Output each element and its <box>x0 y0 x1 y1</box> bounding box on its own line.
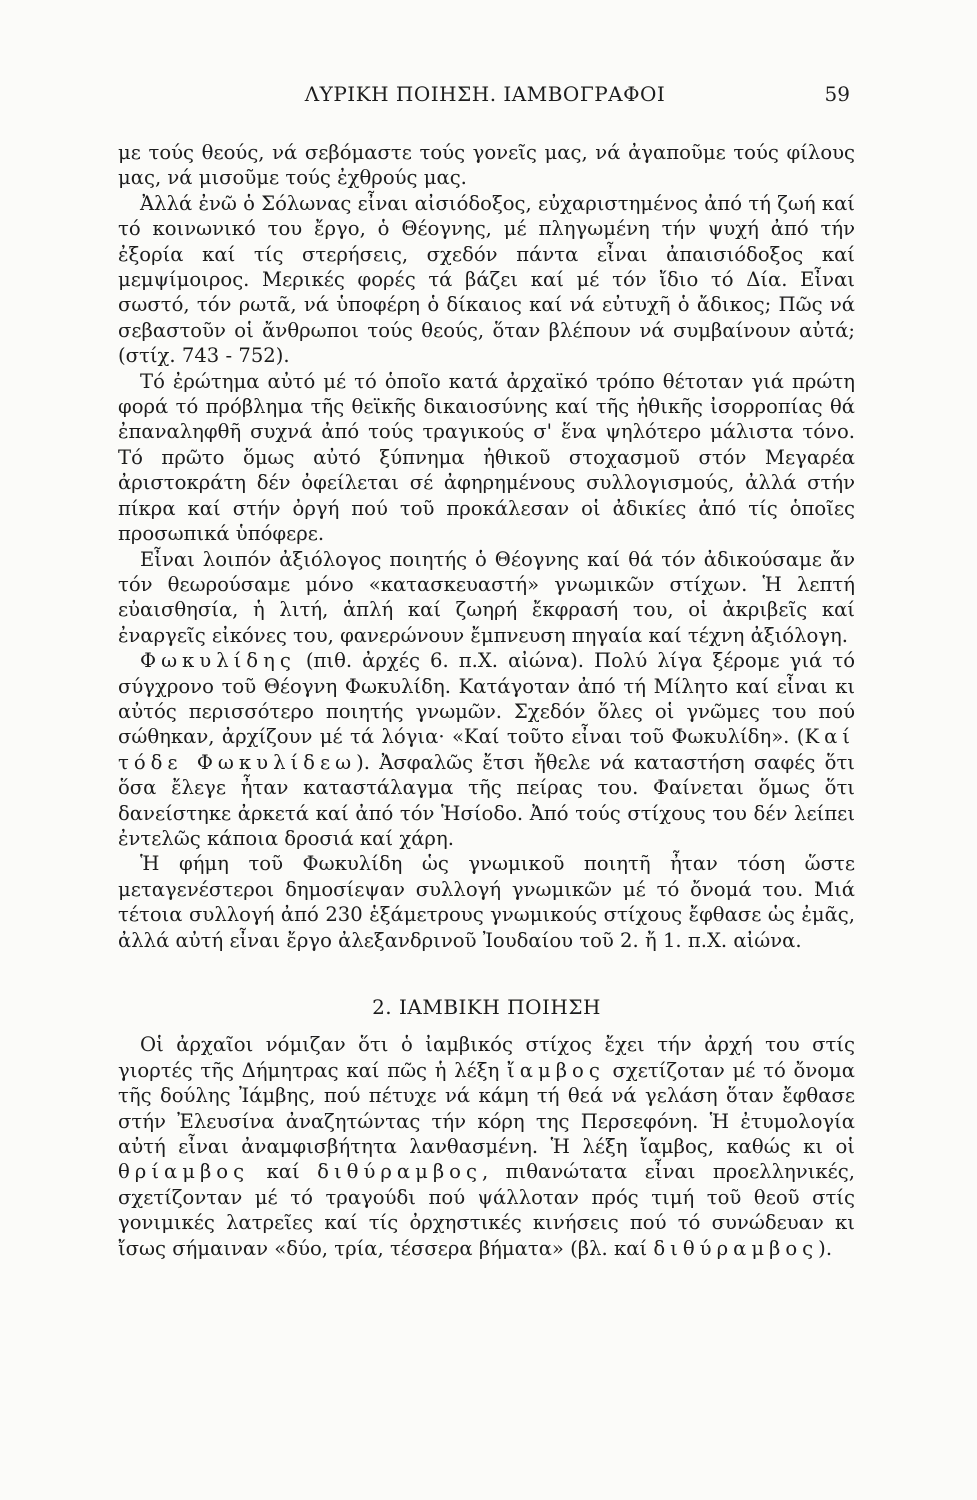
running-title: ΛΥΡΙΚΗ ΠΟΙΗΣΗ. ΙΑΜΒΟΓΡΑΦΟΙ <box>304 82 666 106</box>
term-dithyrambos: διθύραμβος <box>317 1160 482 1184</box>
paragraph-continuation: με τούς θεούς, νά σεβόμαστε τούς γονεῖς μας, νά ἀγαποῦμε τούς φίλους μας, νά μισοῦμε τούς ἐχθρούς μας. <box>118 141 855 190</box>
section-heading: 2. ΙΑΜΒΙΚΗ ΠΟΙΗΣΗ <box>372 995 601 1019</box>
paragraph-solon-theognis: Ἀλλά ἐνῶ ὁ Σόλωνας εἶναι αἰσιόδοξος, εὐχαριστημένος ἀπό τή ζωή καί τό κοινωνικό του ἔργο, ὁ Θέογνης, μέ πληγωμένη τήν ψυχή ἀπό τήν ἐξορία καί τίς στερήσεις, σχεδόν πάντα εἶναι ἀπαισιόδοξος καί μεμψίμοιρος. Μερικές φορές τά βάζει καί μέ τόν ἴδιο τό Δία. Εἶναι σωστό, τόν ρωτᾶ, νά ὑποφέρη ὁ δίκαιος καί νά εὐτυχῆ ὁ ἄδικος; Πῶς νά σεβαστοῦν οἱ ἄνθρωποι τούς θεούς, ὅταν βλέπουν νά συμβαίνουν αὐτά; (στίχ. 743 - 752). <box>118 191 855 368</box>
body-text <box>118 140 855 1261</box>
term-dithyrambos-ref: διθύραμβος <box>653 1236 819 1260</box>
iambic-part-4: , πιθανώτατα εἶναι προελληνικές, σχετίζονταν μέ τό τραγούδι πού ψάλλοταν πρός τιμή τοῦ θεοῦ στίς γονιμικές λατρεῖες καί τίς ὀρχηστικές κινήσεις πού τό συνώδευαν κι ἴσως σήμαιναν «δύο, τρία, τέσσερα βήματα» (βλ. καί <box>118 1160 855 1260</box>
iambic-part-3: καί <box>249 1160 318 1184</box>
running-header <box>120 82 850 110</box>
paragraph-phocylides-collection: Ἡ φήμη τοῦ Φωκυλίδη ὡς γνωμικοῦ ποιητῆ ἦταν τόση ὥστε μεταγενέστεροι δημοσίεψαν συλλογή γνωμικῶν μέ τό ὄνομά του. Μιά τέτοια συλλογή ἀπό 230 ἑξάμετρους γνωμικούς στίχους ἔφθασε ὡς ἐμᾶς, ἀλλά αὐτή εἶναι ἔργο ἀλεξανδρινοῦ Ἰουδαίου τοῦ 2. ἤ 1. π.Χ. αἰώνα. <box>118 852 855 952</box>
term-thriambos: θρίαμβος <box>118 1160 250 1184</box>
phocylides-intro: (πιθ. ἀρχές 6. π.Χ. αἰώνα). Πολύ λίγα ξέρομε γιά τό σύγχρονο τοῦ Θέογνη Φωκυλίδη. Κατάγοταν ἀπό τή Μίλητο καί εἶναι κι αὐτός περισσότερο ποιητής γνωμῶν. Σχεδόν ὅλες οἱ γνῶμες του πού σώθηκαν, ἀρχίζουν μέ τά λόγια· «Καί τοῦτο εἶναι τοῦ Φωκυλίδη». ( <box>118 649 855 749</box>
paragraph-phocylides <box>118 648 855 851</box>
paragraph-iambic-origin <box>118 1032 855 1261</box>
page-number: 59 <box>824 82 850 106</box>
phocylides-rest: ). Ἀσφαλῶς ἔτσι ἤθελε νά καταστήση σαφές ὅτι ὅσα ἔλεγε ἦταν καταστάλαγμα τῆς πείρας του. Φαίνεται ὅμως ὅτι δανείστηκε ἀρκετά καί ἀπό τόν Ἡσίοδο. Ἀπό τούς στίχους του δέν λείπει ἐντελῶς κάποια δροσιά καί χάρη. <box>118 750 855 850</box>
iambic-part-1: Οἱ ἀρχαῖοι νόμιζαν ὅτι ὁ ἰαμβικός στίχος ἔχει τήν ἀρχή του στίς γιορτές τῆς Δήμητρας καί πῶς ἡ λέξη <box>118 1033 855 1082</box>
iambic-part-2: σχετίζοταν μέ τό ὄνομα τῆς δούλης Ἰάμβης, πού πέτυχε νά κάμη τή θεά νά γελάση ὅταν ἔφθασε στήν Ἐλευσίνα ἀναζητώντας τήν κόρη της Περσεφόνη. Ἡ ἐτυμολογία αὐτή εἶναι ἀναμφισβήτητα λανθασμένη. Ἡ λέξη ἴαμβος, καθώς κι οἱ <box>118 1058 855 1159</box>
iambic-part-5: ). <box>818 1236 833 1260</box>
term-iambos: ἴαμβος <box>507 1058 605 1082</box>
phocylides-greek-phrase: Καί τόδε Φωκυλίδεω <box>118 725 855 774</box>
phocylides-name: Φωκυλίδης <box>140 649 296 673</box>
paragraph-theognis-assessment: Εἶναι λοιπόν ἀξιόλογος ποιητής ὁ Θέογνης καί θά τόν ἀδικούσαμε ἄν τόν θεωρούσαμε μόνο «κατασκευαστή» γνωμικῶν στίχων. Ἡ λεπτή εὐαισθησία, ἡ λιτή, ἁπλή καί ζωηρή ἔκφρασή του, οἱ ἀκριβεῖς καί ἐναργεῖς εἰκόνες του, φανερώνουν ἔμπνευση πηγαία καί τέχνη ἀξιόλογη. <box>118 547 855 647</box>
paragraph-divine-justice: Τό ἐρώτημα αὐτό μέ τό ὁποῖο κατά ἀρχαϊκό τρόπο θέτοταν γιά πρώτη φορά τό πρόβλημα τῆς θεϊκῆς δικαιοσύνης καί τῆς ἠθικῆς ἰσορροπίας θά ἐπαναληφθῆ συχνά ἀπό τούς τραγικούς σ' ἕνα ψηλότερο μάλιστα τόνο. Τό πρῶτο ὅμως αὐτό ξύπνημα ἠθικοῦ στοχασμοῦ στόν Μεγαρέα ἀριστοκράτη δέν ὀφείλεται σέ ἀφηρημένους συλλογισμούς, ἀλλά στήν πίκρα καί στήν ὀργή πού τοῦ προκάλεσαν οἱ ἀδικίες ἀπό τίς ὁποῖες προσωπικά ὑπόφερε. <box>118 369 855 546</box>
